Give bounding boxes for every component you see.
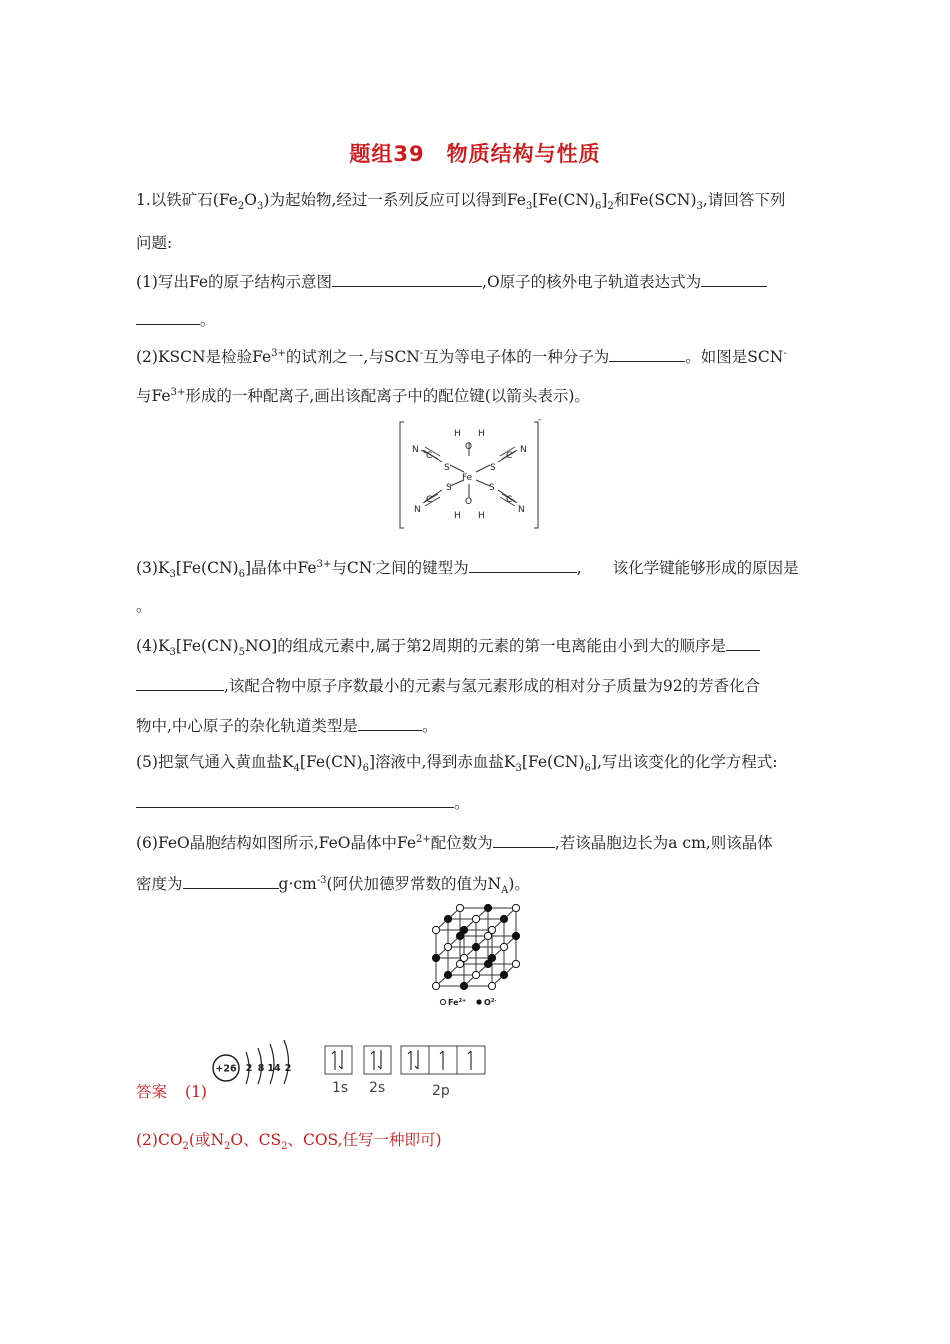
answer-blank[interactable] (358, 714, 422, 731)
legend-fe: $Fe^{2+}$ (448, 998, 467, 1007)
part-3-cont: 。 (136, 597, 152, 615)
orbital-label: 2p (432, 1083, 450, 1098)
atom-n: N (518, 505, 525, 515)
o-orbital-diagram (322, 1042, 488, 1098)
o-ion (500, 915, 507, 922)
atom-o: O (465, 442, 473, 452)
o-ion (500, 971, 507, 978)
charge-label: - (538, 418, 542, 425)
answer-blank[interactable] (136, 308, 200, 325)
fe-ion (488, 926, 495, 933)
atom-s: S (444, 463, 450, 473)
answer-blank[interactable] (136, 791, 454, 808)
legend-o-marker (476, 999, 481, 1004)
o-ion (472, 943, 479, 950)
part-2: (2)KSCN是检验$Fe^{3+}$的试剂之一,与SCN-互为等电子体的一种分子为 。如图是SCN- (136, 345, 787, 367)
fe-ion (460, 954, 467, 961)
o-ion (432, 954, 439, 961)
answer-blank[interactable] (332, 270, 482, 287)
atom-h: H (454, 511, 461, 521)
atom-h: H (478, 511, 485, 521)
atom-c: C (506, 451, 513, 461)
part-6: (6)FeO晶胞结构如图所示,FeO晶体中$Fe^{2+}$配位数为 ,若该晶胞边长为a cm,则该晶体 (136, 831, 773, 853)
part-4-cont: ,该配合物中原子序数最小的元素与氢元素形成的相对分子质量为92的芳香化合 (136, 674, 760, 696)
answer-blank[interactable] (493, 831, 555, 848)
fe-ion (488, 982, 495, 989)
answer-blank[interactable] (183, 872, 279, 889)
o-ion (512, 932, 519, 939)
part-1-cont: 。 (136, 308, 216, 330)
fe-ion (456, 904, 463, 911)
o-ion (444, 915, 451, 922)
answer-part-1: (1) (185, 1083, 207, 1101)
orbital-label: 2s (369, 1080, 386, 1096)
complex-ion-figure (398, 418, 550, 532)
atom-c: C (426, 451, 433, 461)
atom-h: H (454, 429, 461, 439)
part-4: $(4)K_3[Fe(CN)_5NO]$的组成元素中,属于第2周期的元素的第一电离能由小到大的顺序是 (136, 634, 760, 656)
o-ion (488, 954, 495, 961)
atom-n: N (412, 445, 419, 455)
o-ion (460, 926, 467, 933)
orbital-label: 1s (332, 1080, 349, 1096)
atom-c: C (426, 495, 433, 505)
answer-blank[interactable] (701, 270, 767, 287)
answer-part-2: $(2)CO_2$(或$N_2O$、$CS_2$、COS,任写一种即可) (136, 1131, 442, 1153)
fe-ion (432, 982, 439, 989)
fe-ion (432, 926, 439, 933)
fe-ion (512, 904, 519, 911)
fe-ion (512, 960, 519, 967)
o-ion (444, 971, 451, 978)
fe-ion (444, 943, 451, 950)
atom-s: S (490, 463, 496, 473)
o-ion (460, 982, 467, 989)
fe-ion (500, 943, 507, 950)
shell-electrons: 2 (245, 1063, 253, 1074)
atom-c: C (506, 495, 513, 505)
page-title: 题组39 物质结构与性质 (349, 142, 601, 166)
atom-n: N (520, 445, 527, 455)
legend-o: $O^{2-}$ (484, 998, 497, 1007)
atom-s: S (489, 483, 495, 493)
fe-ion (472, 971, 479, 978)
part-3: $(3)K_3[Fe(CN)_6]$晶体中$Fe^{3+}$与CN-之间的键型为 , 该化学键能够形成的原因是 (136, 556, 799, 578)
fe-ion (472, 915, 479, 922)
crystal-cell-figure (426, 900, 526, 1010)
question-intro-cont: 问题: (136, 234, 173, 252)
atom-n: N (414, 505, 421, 515)
part-5: (5)把氯气通入黄血盐$K_4[Fe(CN)_6]$溶液中,得到赤血盐$K_3[Fe(CN)_6]$,写出该变化的化学方程式: (136, 753, 778, 775)
answer-blank[interactable] (136, 674, 224, 691)
part-4-cont2: 物中,中心原子的杂化轨道类型是 。 (136, 714, 437, 736)
o-ion (484, 904, 491, 911)
answer-label: 答案 (136, 1083, 168, 1101)
part-5-cont: 。 (136, 791, 470, 813)
shell-electrons: 14 (267, 1063, 281, 1074)
part-6-cont: 密度为 $g\cdot cm^{-3}$(阿伏加德罗常数的值为$N_A$)。 (136, 872, 530, 894)
atom-h: H (478, 429, 485, 439)
atom-o: O (465, 497, 473, 507)
atom-fe: Fe (462, 473, 473, 483)
part-1: (1)写出Fe的原子结构示意图 ,O原子的核外电子轨道表达式为 (136, 270, 767, 292)
nucleus-charge: +26 (215, 1063, 237, 1075)
shell-electrons: 8 (257, 1063, 265, 1074)
shell-electrons: 2 (284, 1063, 292, 1074)
part-2-cont: 与$Fe^{3+}$形成的一种配离子,画出该配离子中的配位键(以箭头表示)。 (136, 386, 590, 405)
answer-blank[interactable] (726, 634, 760, 651)
question-intro: 1.以铁矿石$(Fe_2O_3)$为起始物,经过一系列反应可以得到$Fe_3[Fe(CN)_6]_2$和$Fe(SCN)_3$,请回答下列 (136, 191, 786, 213)
legend-fe-marker (440, 999, 445, 1004)
atom-s: S (446, 483, 452, 493)
answer-blank[interactable] (469, 556, 577, 573)
fe-atomic-structure-diagram (208, 1036, 300, 1086)
answer-blank[interactable] (609, 345, 685, 362)
answer-line (136, 1082, 207, 1102)
